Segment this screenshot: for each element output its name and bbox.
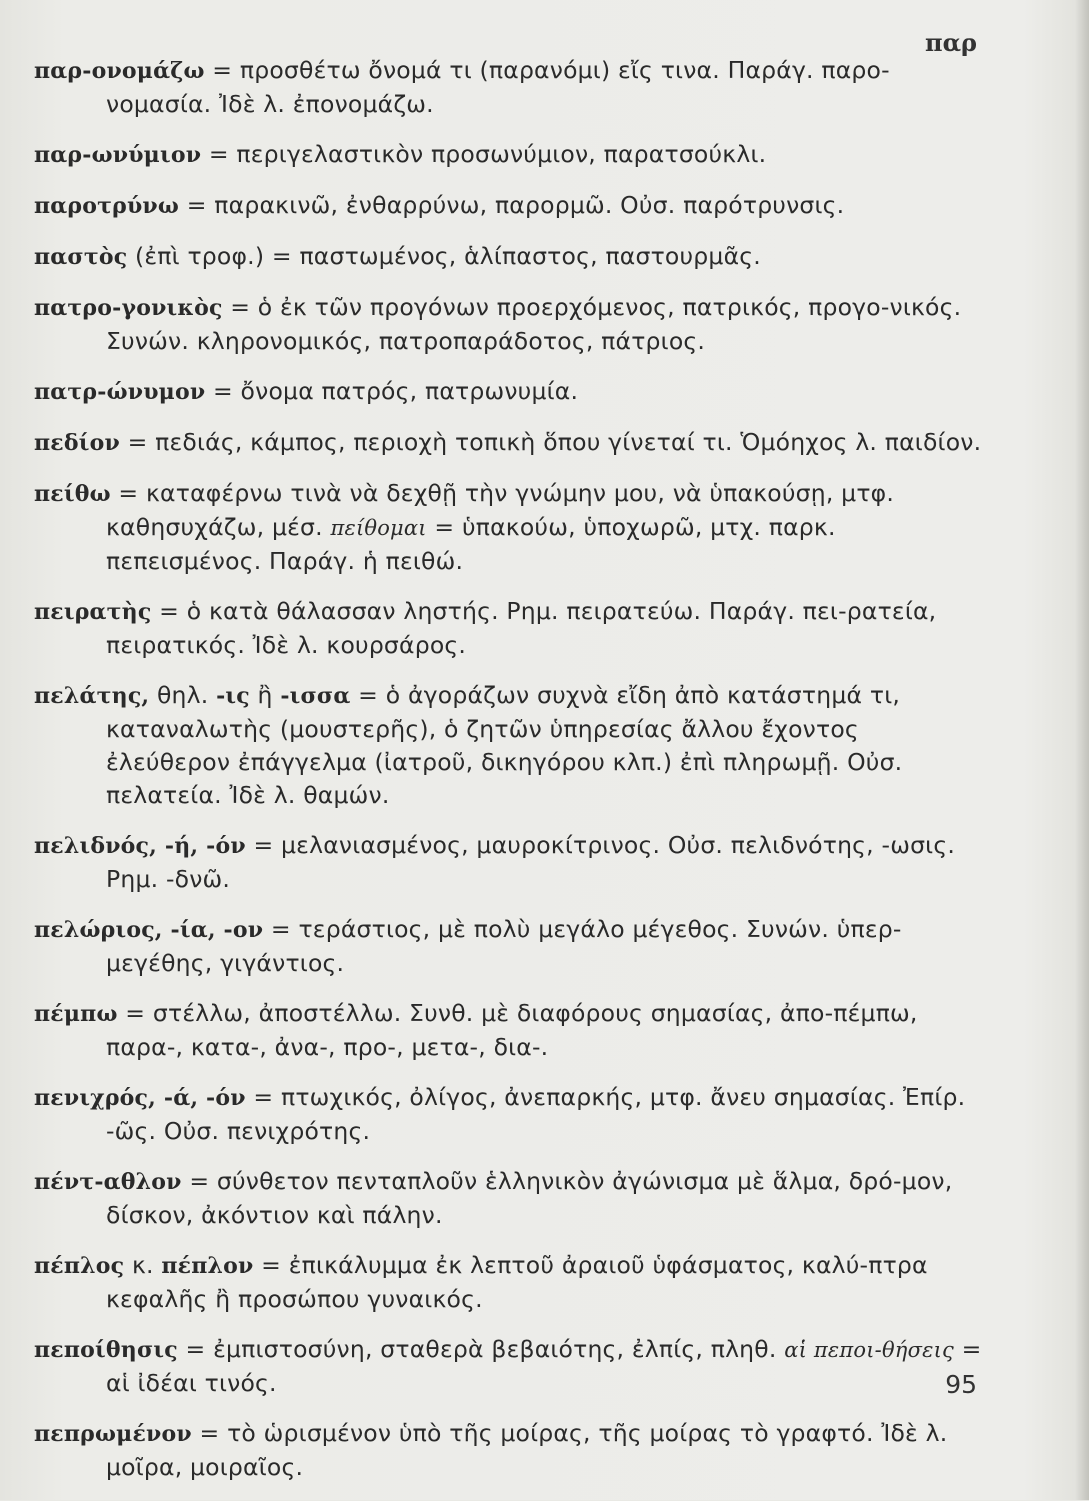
headword: πείθω (34, 481, 111, 507)
dictionary-entry (34, 1081, 984, 1148)
headword: πεπρωμένον (34, 1421, 192, 1447)
definition-cont: = ὑπακούω, ὑποχωρῶ, μτχ. παρκ. πεπεισμένος. Παράγ. ἡ πειθώ. (106, 513, 836, 575)
definition: = ὁ ἐκ τῶν προγόνων προερχόμενος, πατρικός, προγο-νικός. Συνών. κληρονομικός, πατροπαράδοτος, πάτριος. (106, 293, 962, 355)
dictionary-entry (34, 1333, 984, 1400)
dictionary-entry (34, 240, 984, 274)
headword: πέντ-αθλον (34, 1169, 182, 1195)
page-number: 95 (945, 1370, 977, 1399)
dictionary-entry (34, 54, 984, 121)
definition: = πτωχικός, ὀλίγος, ἀνεπαρκής, μτφ. ἄνευ σημασίας. Ἐπίρ. -ῶς. Οὐσ. πενιχρότης. (106, 1083, 966, 1145)
headword: πατρ-ώνυμον (34, 379, 206, 405)
dictionary-entry (34, 1165, 984, 1232)
definition: = στέλλω, ἀποστέλλω. Συνθ. μὲ διαφόρους σημασίας, ἀπο-πέμπω, παρα-, κατα-, ἀνα-, προ-, μετα-, δια-. (106, 999, 918, 1061)
definition: θηλ. (149, 681, 217, 709)
dictionary-entry (34, 1249, 984, 1316)
guide-word: παρ (925, 28, 977, 57)
dictionary-entry (34, 477, 984, 578)
definition-cont: = ὁ ἀγοράζων συχνὰ εἴδη ἀπὸ κατάστημά τι, καταναλωτὴς (μουστερῆς), ὁ ζητῶν ὑπηρεσίας ἄλλου ἔχοντος ἐλεύθερον ἐπάγγελμα (ἰατροῦ, δικηγόρου κλπ.) ἐπὶ πληρωμῇ. Οὐσ. πελατεία. Ἰδὲ λ. θαμών. (106, 681, 903, 809)
italic-form: πείθομαι (330, 516, 427, 540)
headword: πατρο-γονικὸς (34, 295, 223, 321)
definition: = καταφέρνω τινὰ νὰ δεχθῇ τὴν γνώμην μου, νὰ ὑπακούσῃ, μτφ. καθησυχάζω, μέσ. (106, 479, 895, 541)
headword: πενιχρός, -ά, -όν (34, 1085, 246, 1111)
definition: = μελανιασμένος, μαυροκίτρινος. Οὐσ. πελιδνότης, -ωσις. Ρημ. -δνῶ. (106, 831, 955, 893)
headword: παροτρύνω (34, 193, 180, 219)
definition: = προσθέτω ὄνομά τι (παρανόμι) εἴς τινα. Παράγ. παρο-νομασία. Ἰδὲ λ. ἐπονομάζω. (106, 56, 890, 118)
headword: παστὸς (34, 244, 128, 270)
italic-form: αἱ πεποι-θήσεις (784, 1338, 954, 1362)
definition: = ὁ κατὰ θάλασσαν ληστής. Ρημ. πειρατεύω. Παράγ. πει-ρατεία, πειρατικός. Ἰδὲ λ. κουρσάρος. (106, 597, 937, 659)
definition: (ἐπὶ τροφ.) = παστωμένος, ἁλίπαστος, παστουρμᾶς. (127, 242, 761, 270)
definition: = τεράστιος, μὲ πολὺ μεγάλο μέγεθος. Συνών. ὑπερ-μεγέθης, γιγάντιος. (106, 915, 902, 977)
definition: κ. (124, 1251, 162, 1279)
headword: πειρατὴς (34, 599, 152, 625)
headword: πέπλος (34, 1253, 125, 1279)
definition: = περιγελαστικὸν προσωνύμιον, παρατσούκλι. (201, 140, 767, 168)
headword: πέμπω (34, 1001, 118, 1027)
headword: πεδίον (34, 430, 120, 456)
headword: πελιδνός, -ή, -όν (34, 833, 246, 859)
definition: = ὄνομα πατρός, πατρωνυμία. (205, 377, 579, 405)
headword: πεποίθησις (34, 1337, 178, 1363)
definition: = σύνθετον πενταπλοῦν ἑλληνικὸν ἀγώνισμα μὲ ἅλμα, δρό-μον, δίσκον, ἀκόντιον καὶ πάλην. (106, 1167, 953, 1229)
dictionary-entry (34, 679, 984, 812)
definition: = πεδιάς, κάμπος, περιοχὴ τοπικὴ ὅπου γίνεταί τι. Ὁμόηχος λ. παιδίον. (119, 428, 982, 456)
headword: πελώριος, -ία, -ον (34, 917, 264, 943)
variant-form: πέπλον (161, 1253, 254, 1279)
definition: = τὸ ὡρισμένον ὑπὸ τῆς μοίρας, τῆς μοίρας τὸ γραφτό. Ἰδὲ λ. μοῖρα, μοιραῖος. (106, 1419, 948, 1481)
definition-cont: = ἐπικάλυμμα ἐκ λεπτοῦ ἀραιοῦ ὑφάσματος, καλύ-πτρα κεφαλῆς ἢ προσώπου γυναικός. (106, 1251, 928, 1313)
dictionary-entry (34, 291, 984, 358)
headword: πελάτης, (34, 683, 150, 709)
dictionary-entry (34, 997, 984, 1064)
page-edge-shadow (1075, 0, 1089, 1500)
dictionary-entry (34, 829, 984, 896)
definition-cont: ἢ (249, 681, 281, 709)
variant-form: -ις (216, 683, 250, 709)
dictionary-entry (34, 189, 984, 223)
dictionary-entries (34, 54, 984, 1501)
dictionary-entry (34, 913, 984, 980)
definition: = ἐμπιστοσύνη, σταθερὰ βεβαιότης, ἐλπίς, πληθ. (177, 1335, 785, 1363)
variant-form: -ισσα (280, 683, 351, 709)
dictionary-entry (34, 595, 984, 662)
dictionary-entry (34, 1417, 984, 1484)
dictionary-entry (34, 138, 984, 172)
dictionary-entry (34, 426, 984, 460)
headword: παρ-ωνύμιον (34, 142, 202, 168)
definition: = παρακινῶ, ἐνθαρρύνω, παρορμῶ. Οὐσ. παρότρυνσις. (179, 191, 845, 219)
dictionary-entry (34, 375, 984, 409)
headword: παρ-ονομάζω (34, 58, 205, 84)
definition-cont: = αἱ ἰδέαι τινός. (106, 1335, 982, 1397)
